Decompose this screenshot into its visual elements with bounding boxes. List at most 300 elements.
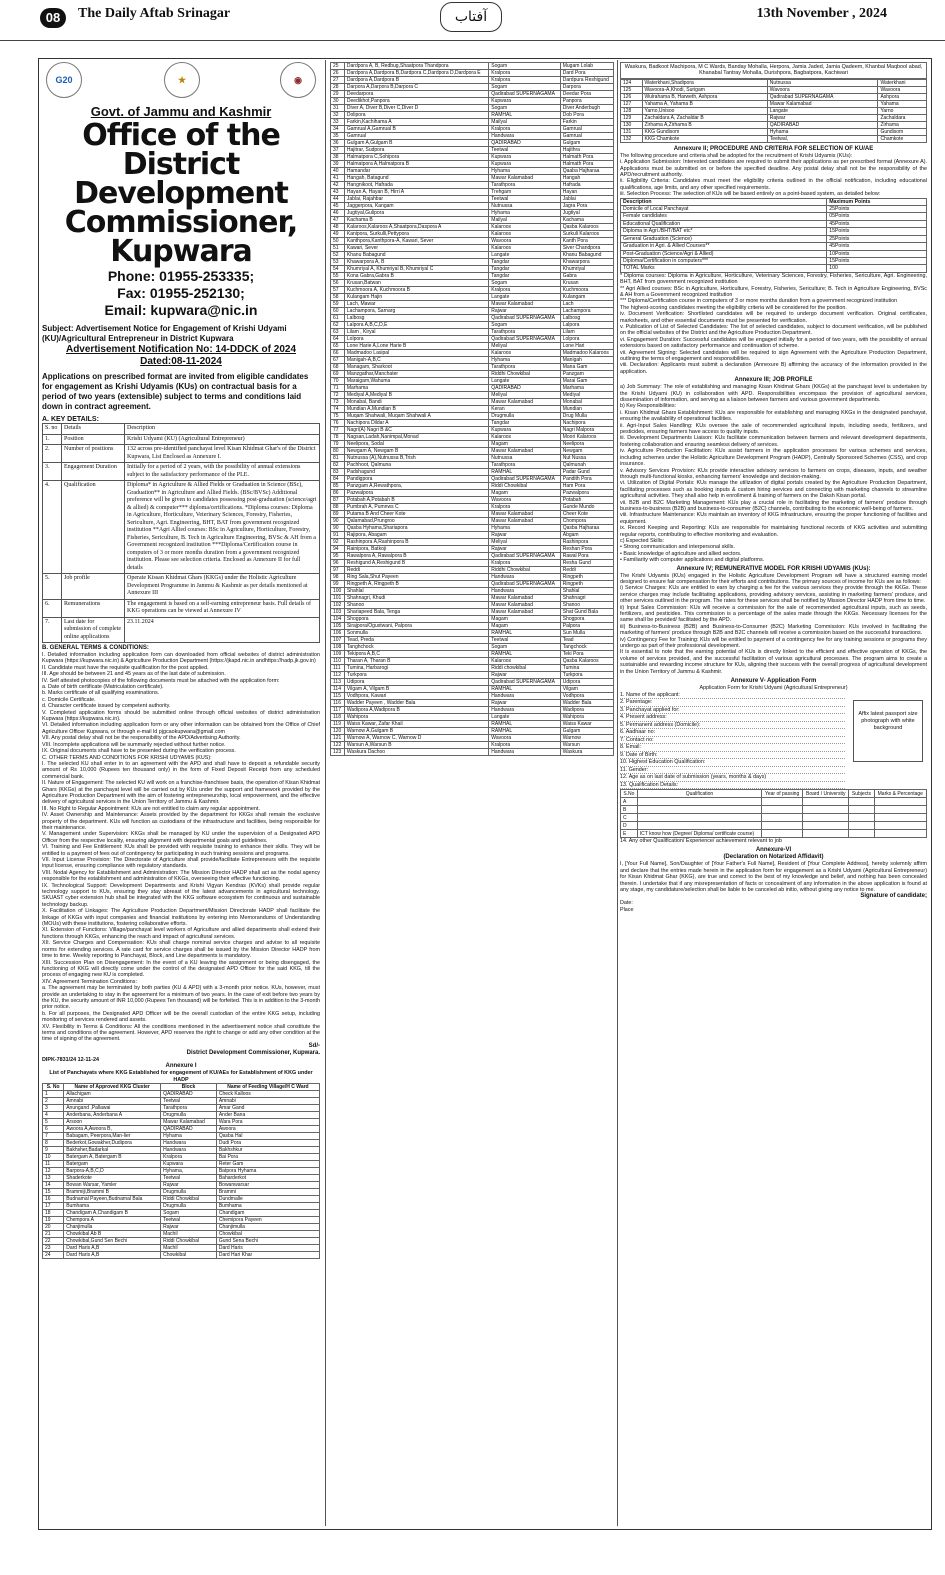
table-cell: Langate bbox=[489, 714, 560, 721]
table-row bbox=[43, 1119, 320, 1126]
table-cell: 29 bbox=[331, 91, 345, 98]
table-cell: Pachhoot, Qalmuna bbox=[344, 462, 488, 469]
table-cell: Rajwar bbox=[161, 1224, 217, 1231]
table-cell: 99 bbox=[331, 581, 345, 588]
term-item: IV. Asset Ownership and Maintenance: Assets provided by the department for KKGs shall remain the exclusive property of the department. KUs will function as custodians of the infrastructure and facilities, being responsible for their maintenance. bbox=[42, 812, 320, 831]
table-cell: Reshigund A,Reshigund B bbox=[344, 560, 488, 567]
table-row bbox=[331, 651, 614, 658]
qualification-cell bbox=[874, 798, 926, 806]
table-cell: Ringpeth bbox=[560, 581, 613, 588]
table-cell: Lach, Mawar bbox=[344, 301, 488, 308]
table-cell: Shahnagri, Khudi bbox=[344, 595, 488, 602]
table-cell: 78 bbox=[331, 434, 345, 441]
table-cell: Jugtiyal,Gulipora bbox=[344, 210, 488, 217]
table-row bbox=[331, 455, 614, 462]
table-cell: Shahlal bbox=[344, 588, 488, 595]
table-cell: Gamrual bbox=[560, 133, 613, 140]
table-cell: Mailyal bbox=[489, 119, 560, 126]
table-cell: Qasba Hal bbox=[216, 1133, 319, 1140]
table-cell: Qadirabad SUPERNAGAMA bbox=[489, 91, 560, 98]
table-cell: 90 bbox=[331, 518, 345, 525]
table-cell: 116 bbox=[331, 700, 345, 707]
table-cell: Mundian A,Mundian B bbox=[344, 406, 488, 413]
annexure-iii-title: Annexure III; JOB PROFILE bbox=[734, 377, 813, 384]
table-cell: Sogam bbox=[489, 644, 560, 651]
table-cell: Kuchmoora A, Kuchmoora B bbox=[344, 287, 488, 294]
table-row bbox=[331, 322, 614, 329]
table-row bbox=[331, 679, 614, 686]
table-cell: Shogpora bbox=[344, 616, 488, 623]
table-cell: 91 bbox=[331, 532, 345, 539]
table-cell: Abgam bbox=[560, 532, 613, 539]
table-cell: Kawari, Sever bbox=[344, 245, 488, 252]
table-row bbox=[331, 525, 614, 532]
qualification-cell bbox=[849, 798, 874, 806]
table-cell: Panzgam A,Rewathpora, bbox=[344, 483, 488, 490]
annexure-vi-subtitle: (Declaration on Notarized Affidavit) bbox=[723, 854, 824, 861]
table-cell: Handwara bbox=[161, 1147, 217, 1154]
form-field: 9. Date of Birth: bbox=[620, 752, 845, 760]
annex-note: vi. Engagement Duration: Successful candidates will be engaged initially for a period of two years, with the possibility of annual extensions based on satisfactory performance and continuation of scheme. bbox=[620, 336, 927, 350]
table-cell: Magam bbox=[489, 623, 560, 630]
table-cell: Wavoora bbox=[878, 86, 927, 93]
notice-column bbox=[42, 62, 320, 1524]
table-cell: Rajipora, Abagam bbox=[344, 532, 488, 539]
table-row bbox=[331, 462, 614, 469]
table-cell: Wahipora bbox=[560, 714, 613, 721]
table-cell: Lachampora bbox=[560, 308, 613, 315]
table-cell: Hyhama bbox=[161, 1133, 217, 1140]
qualification-cell bbox=[874, 814, 926, 822]
table-row bbox=[331, 497, 614, 504]
table-row bbox=[43, 1210, 320, 1217]
table-cell: Managam, Sharkoot bbox=[344, 364, 488, 371]
table-cell: Qadirabad SUPERNAGAMA bbox=[489, 553, 560, 560]
table-cell: Batergam A, Batergam B bbox=[64, 1154, 161, 1161]
term-item: V. Management under Supervision: KKGs shall be managed by KU under the supervision of a Designated APD Officer from the respective locality, ensuring alignment with departmental goals and guidelines. bbox=[42, 831, 320, 844]
table-row bbox=[331, 154, 614, 161]
table-cell: Warsun bbox=[560, 742, 613, 749]
annexure-vi-title: Annexure-VI bbox=[755, 847, 792, 854]
key-cell: Last date for submission of complete online applications bbox=[62, 617, 125, 643]
table-row bbox=[331, 147, 614, 154]
job-item: ii. Agri-Input Sales Handling: KUs oversee the sale of recommended agricultural inputs, including seeds, fertilizers, and pesticides, ensuring farmers have access to quality inputs. bbox=[620, 422, 927, 436]
table-cell: Handwara bbox=[161, 1140, 217, 1147]
table-cell: Mundian bbox=[560, 406, 613, 413]
table-row bbox=[331, 224, 614, 231]
table-cell: 53 bbox=[331, 259, 345, 266]
table-cell: 57 bbox=[331, 287, 345, 294]
table-row bbox=[331, 357, 614, 364]
table-cell: Padar Gund bbox=[560, 469, 613, 476]
table-row bbox=[331, 371, 614, 378]
table-cell: Bowan Warsar, Yamler bbox=[64, 1182, 161, 1189]
table-cell: Kralpora bbox=[489, 742, 560, 749]
criteria-row bbox=[621, 250, 927, 257]
table-cell: Manigah-A,B,C bbox=[344, 357, 488, 364]
jk-logo: ◉ bbox=[280, 62, 316, 98]
table-cell: Qadirabad SUPERNAGAMA bbox=[489, 476, 560, 483]
table-cell: 67 bbox=[331, 357, 345, 364]
criteria-cell: Female candidates bbox=[621, 213, 827, 220]
table-row bbox=[331, 665, 614, 672]
term-item: d. Character certificate issued by competent authority. bbox=[42, 703, 171, 710]
table-row bbox=[331, 735, 614, 742]
job-item: • Basic knowledge of agriculture and allied sectors. bbox=[620, 550, 742, 557]
table-row bbox=[331, 175, 614, 182]
table-row bbox=[331, 588, 614, 595]
table-cell: Tekipora A,B,C bbox=[344, 651, 488, 658]
job-item: b) Key Responsibilities: bbox=[620, 403, 677, 410]
table-cell: Rajwar bbox=[161, 1182, 217, 1189]
table-cell: Mawar Kalamabad bbox=[489, 399, 560, 406]
table-cell: Awoora A,Awoora B, bbox=[64, 1126, 161, 1133]
criteria-cell: 15Points bbox=[827, 228, 927, 235]
table-cell: Bumhama bbox=[216, 1203, 319, 1210]
table-cell: 69 bbox=[331, 371, 345, 378]
table-cell: 84 bbox=[331, 476, 345, 483]
table-row bbox=[331, 343, 614, 350]
term-item: I. The selected KU shall enter in to an agreement with the APD and shall have to deposit a refundable security amount of Rs 10,000 (Rupees ten thousand only) in the form of Fixed Deposit Receipt from any scheduled commercial bank. bbox=[42, 760, 320, 780]
table-cell: Wahipora bbox=[344, 714, 488, 721]
table-cell: Resha Gund bbox=[560, 560, 613, 567]
table-cell: Nutnussa bbox=[489, 455, 560, 462]
table-cell: Gabra bbox=[560, 273, 613, 280]
table-cell: Mawar Kalamabad bbox=[767, 100, 878, 107]
table-cell: Babagam, Peerpora,Man-lier bbox=[64, 1133, 161, 1140]
table-cell: Barpora-A,B,C,D bbox=[64, 1168, 161, 1175]
table-cell: Kachama B bbox=[344, 217, 488, 224]
table-cell: Hayan A, Hayan B, Hirri A bbox=[344, 189, 488, 196]
table-row bbox=[331, 168, 614, 175]
table-cell: Tanghchock bbox=[344, 644, 488, 651]
table-cell: Wavoora bbox=[489, 497, 560, 504]
table-cell: Arsoon bbox=[64, 1119, 161, 1126]
table-row bbox=[331, 518, 614, 525]
key-cell: Qualification bbox=[62, 481, 125, 574]
job-item: a) Job Summary: The role of establishing and managing Kisan Khidmat Ghars (KKGs) at the panchayat level is undertaken by the Krishi Udyami (KU) in collaboration with APD. Responsibilities encompass the provision of agricultural services, dissemination of information, and serving as a liaison between farmers and various government departments. bbox=[620, 384, 927, 404]
table-row bbox=[621, 107, 927, 114]
table-row bbox=[43, 1105, 320, 1112]
key-cell: Diploma* in Agriculture & Allied Fields or Graduation in Science (BSc), Graduation** in Agriculture and Allied Fields. (BSc/BVSc) Additional preference will be given to candidates possessing post-graduation (science/agri & allied) & computer*** diploma/certifications. *Diploma courses: Diploma in Agriculture, Horticulture, Veterinary Sciences, Forestry, Fisheries, Sericulture, Agri. Engineering, BHT, BAT from government recognized institution **Agri Allied courses: BSc in Agriculture, Horticulture, Forestry, Fisheries, Sericulture, B. Tech in Agriculture Engineering, BVSc & AH from a Government recognized institution ***Diploma/Certification course in computers of 3 or more months duration from a government recognized institution. Please see selection criteria. Enclosed as Annexure II for full details bbox=[125, 481, 320, 574]
signature-label: Signature of candidate; bbox=[860, 893, 927, 900]
table-cell: Mawar Kalamabad bbox=[489, 511, 560, 518]
table-cell: Mana Gam bbox=[560, 364, 613, 371]
col-header: Maximum Points bbox=[827, 198, 927, 205]
qualification-cell: ICT know how (Degree/ Diploma/ certificate course) bbox=[637, 830, 761, 838]
table-cell: 14 bbox=[43, 1182, 64, 1189]
table-cell: Drugmulla bbox=[161, 1203, 217, 1210]
term-item: VIII. Nodal Agency for Establishment and Administration: The Mission Director HADP shall act as the nodal agency responsible for the establishment and administration of KKGs, overseeing their effective functioning. bbox=[42, 869, 320, 883]
table-cell: 87 bbox=[331, 497, 345, 504]
table-cell: Sogam bbox=[489, 84, 560, 91]
table-cell: Lolpora bbox=[344, 336, 488, 343]
table-cell: 32 bbox=[331, 112, 345, 119]
table-cell: Rashinpora bbox=[560, 539, 613, 546]
table-cell: Newgam A, Newgam B bbox=[344, 448, 488, 455]
table-cell: Chowkibal Ab B bbox=[64, 1231, 161, 1238]
table-cell: 121 bbox=[331, 735, 345, 742]
table-cell: Khumriyal bbox=[560, 266, 613, 273]
table-cell: 12 bbox=[43, 1168, 64, 1175]
criteria-cell: TOTAL Marks bbox=[621, 265, 827, 272]
table-cell: Marai Gam bbox=[560, 378, 613, 385]
table-cell: Qasba Kalaroos bbox=[560, 224, 613, 231]
table-cell: Awoora bbox=[216, 1126, 319, 1133]
table-cell: Chamkote bbox=[878, 135, 927, 142]
table-cell: Reddi bbox=[560, 567, 613, 574]
table-cell: Kupwara bbox=[161, 1161, 217, 1168]
table-cell: Moori Kalaroos bbox=[560, 434, 613, 441]
term-item: VII. Any postal delay shall not be the responsibility of the APD/Advertising Authority. bbox=[42, 735, 241, 742]
table-cell: Cheer Kote bbox=[560, 511, 613, 518]
table-cell: Siver Chandpora bbox=[560, 245, 613, 252]
table-cell: 89 bbox=[331, 511, 345, 518]
table-cell: Deedar Pora bbox=[560, 91, 613, 98]
table-cell: Teetwal, bbox=[767, 135, 878, 142]
table-row bbox=[331, 469, 614, 476]
table-cell: 126 bbox=[621, 93, 643, 100]
table-row bbox=[331, 441, 614, 448]
table-cell: 33 bbox=[331, 119, 345, 126]
table-cell: Sogam bbox=[489, 322, 560, 329]
form-field: 5. Permanent address (Domicile): bbox=[620, 722, 845, 730]
table-cell: KKG Chamkote bbox=[642, 135, 767, 142]
table-cell: Waterkhani bbox=[878, 79, 927, 86]
table-cell: Riddhi Chowkibal bbox=[489, 567, 560, 574]
photo-box: Affix latest passport size photograph with white background bbox=[853, 700, 923, 762]
annex-note: v. Publication of List of Selected Candidates: The list of selected candidates, subject to document verification, will be published on the official websites of the District and the Agriculture Production Department. bbox=[620, 323, 927, 337]
col-header: S. No bbox=[43, 1084, 64, 1091]
qualification-cell bbox=[849, 806, 874, 814]
table-cell: Chanjimulla bbox=[64, 1224, 161, 1231]
table-cell: QADIRABAD bbox=[161, 1126, 217, 1133]
table-cell: QADIRABAD bbox=[767, 121, 878, 128]
table-cell: Sonmulla bbox=[344, 630, 488, 637]
income-item: ii) Input Sales Commission: KUs will receive a commission for the sale of recommended agricultural inputs, such as seeds, fertilizers, and pesticides. This commission is a percentage of the sales made through the KKGs. Necessary licenses for the same shall be provided/ facilitated by the APD. bbox=[620, 604, 927, 624]
table-cell: 26 bbox=[331, 70, 345, 77]
table-cell: Kanipora, Surkulli,Pettypora bbox=[344, 231, 488, 238]
table-cell: Langate bbox=[767, 107, 878, 114]
key-cell: 23.11.2024 bbox=[125, 617, 320, 643]
table-cell: Teetwal bbox=[161, 1175, 217, 1182]
table-cell: Mugam Lolab bbox=[560, 63, 613, 70]
qualification-row bbox=[621, 830, 927, 838]
table-cell: Dob Pora bbox=[560, 112, 613, 119]
criteria-cell: 45Points bbox=[827, 220, 927, 227]
row-label: D bbox=[621, 822, 638, 830]
table-cell: Sogam bbox=[489, 280, 560, 287]
row-label: E bbox=[621, 830, 638, 838]
table-cell: Kona Gabra,Gabra B bbox=[344, 273, 488, 280]
table-cell: Ham Pora bbox=[560, 483, 613, 490]
table-cell: Nachipora bbox=[560, 420, 613, 427]
table-cell: Warnow A, Warnow C, Warnow D bbox=[344, 735, 488, 742]
table-cell: Kupwara bbox=[489, 161, 560, 168]
table-cell: Neelipora bbox=[560, 441, 613, 448]
table-cell: 79 bbox=[331, 441, 345, 448]
table-cell: 22 bbox=[43, 1238, 64, 1245]
qualification-cell bbox=[803, 822, 849, 830]
table-row bbox=[331, 105, 614, 112]
table-cell: Mawar Kalamabad bbox=[489, 518, 560, 525]
govt-title: Govt. of Jammu and Kashmir bbox=[90, 104, 272, 119]
row-label: B bbox=[621, 806, 638, 814]
table-row bbox=[331, 476, 614, 483]
table-cell: Tharan A, Tharan B bbox=[344, 658, 488, 665]
table-row bbox=[43, 1098, 320, 1105]
table-cell: 103 bbox=[331, 609, 345, 616]
table-cell: Handwara bbox=[489, 588, 560, 595]
place-label: Place bbox=[620, 906, 634, 913]
issue-date: 13th November , 2024 bbox=[756, 6, 887, 21]
criteria-cell: Diploma/Certification in computers*** bbox=[621, 257, 827, 264]
table-cell: 43 bbox=[331, 189, 345, 196]
table-cell: Amar Gand bbox=[216, 1105, 319, 1112]
table-cell: Potabah bbox=[560, 497, 613, 504]
table-cell: Nutnussa bbox=[489, 203, 560, 210]
ward-list: Waskura, Badkoot Machipora, M C Wards, Banday Mohalla, Herpora, Jamia Jaded, Jamia Qadeem, Khanbal Maqbool abad, Khanabal Tantray Mohalla, Durishpora, Bagbatpora, Kachiwari bbox=[620, 62, 927, 79]
table-cell: 44 bbox=[331, 196, 345, 203]
annex-note: vii. Agreement Signing: Selected candidates will be required to sign Agreement with the Agriculture Production Department, outlining the terms of engagement and responsibilities. bbox=[620, 349, 927, 362]
form-field: 3. Panchayat applied for: bbox=[620, 707, 845, 715]
table-cell: Mediyal bbox=[560, 392, 613, 399]
table-cell: Manigah bbox=[560, 357, 613, 364]
table-cell: 4 bbox=[43, 1112, 64, 1119]
table-cell: Kupwara bbox=[489, 98, 560, 105]
table-cell: Maraigam,Wahuma bbox=[344, 378, 488, 385]
table-cell: Kulangam Hajin bbox=[344, 294, 488, 301]
table-cell: Qadirabad SUPERNAGAMA bbox=[489, 336, 560, 343]
job-item: i. Kisan Khidmat Ghars Establishment: KUs are responsible for establishing and managing KKGs in the designated panchayat, ensuring the availability of operational facilities. bbox=[620, 409, 927, 423]
table-row bbox=[43, 1196, 320, 1203]
table-cell: Waskura Dachoo bbox=[344, 749, 488, 756]
term-item: a. Date of birth certificate (Matriculation certificate). bbox=[42, 684, 164, 691]
table-cell: 60 bbox=[331, 308, 345, 315]
table-cell: Nut Nussa bbox=[560, 455, 613, 462]
table-cell: Meliyal bbox=[489, 392, 560, 399]
table-cell: 42 bbox=[331, 182, 345, 189]
annexure-iii-items bbox=[620, 384, 927, 563]
form-field: 6. Aadhaar no: bbox=[620, 729, 845, 737]
table-cell: Monabal, Bandi bbox=[344, 399, 488, 406]
table-cell: Putama B And Cheer Kote bbox=[344, 511, 488, 518]
table-cell: Rainipora, Batkoji bbox=[344, 546, 488, 553]
email: Email: kupwara@nic.in bbox=[104, 302, 258, 318]
qualification-row bbox=[621, 814, 927, 822]
table-cell: Kupwara bbox=[489, 427, 560, 434]
criteria-cell: 100 bbox=[827, 265, 927, 272]
table-cell: 41 bbox=[331, 175, 345, 182]
annexure-ii-title: Annexure II; PROCEDURE AND CRITERIA FOR SELECTION OF KU/AE bbox=[673, 145, 874, 152]
qualification-cell bbox=[637, 806, 761, 814]
masthead-logo: آفتاب bbox=[440, 2, 502, 32]
col-header: S.No bbox=[621, 790, 638, 798]
table-cell: Hyhama bbox=[767, 128, 878, 135]
table-cell: 1 bbox=[43, 1091, 64, 1098]
table-cell: 107 bbox=[331, 637, 345, 644]
table-cell: Pandigpora bbox=[344, 476, 488, 483]
date-label: Date: bbox=[620, 900, 633, 907]
form-field: 8. Email: bbox=[620, 744, 845, 752]
qualification-row bbox=[621, 798, 927, 806]
table-cell: 36 bbox=[331, 140, 345, 147]
table-cell: Rashinpora A,Rashinpora B bbox=[344, 539, 488, 546]
table-row bbox=[43, 1224, 320, 1231]
table-cell: Nutnussa (A),Nutnussa B,Trish bbox=[344, 455, 488, 462]
table-cell: 62 bbox=[331, 322, 345, 329]
table-cell: Tarathpora bbox=[489, 364, 560, 371]
table-cell: KKG Gundisom bbox=[642, 128, 767, 135]
table-cell: 16 bbox=[43, 1196, 64, 1203]
table-cell: 7 bbox=[43, 1133, 64, 1140]
job-item: c) Expected Skills: bbox=[620, 537, 665, 544]
table-row bbox=[331, 126, 614, 133]
annexure-v-title: Annexure V- Application Form bbox=[730, 678, 817, 685]
emblem-logo: ★ bbox=[164, 62, 200, 98]
terms-list bbox=[42, 652, 320, 1043]
criteria-cell: 25Points bbox=[827, 206, 927, 213]
table-cell: 86 bbox=[331, 490, 345, 497]
table-cell: 71 bbox=[331, 385, 345, 392]
table-cell: Riddi Chowkibal bbox=[489, 483, 560, 490]
table-cell: Krusan bbox=[560, 280, 613, 287]
form-field: 7. Contact no: bbox=[620, 737, 845, 745]
table-row bbox=[43, 1112, 320, 1119]
table-row bbox=[331, 336, 614, 343]
table-cell: Reddi bbox=[344, 567, 488, 574]
newspaper-header bbox=[0, 0, 945, 41]
table-cell: Panzgam bbox=[560, 371, 613, 378]
table-cell: Jugtiyal bbox=[560, 210, 613, 217]
table-cell: 129 bbox=[621, 114, 643, 121]
table-row bbox=[331, 231, 614, 238]
table-cell: Marhama bbox=[560, 385, 613, 392]
criteria-row bbox=[621, 206, 927, 213]
table-cell: Gund Sena Bechi bbox=[216, 1238, 319, 1245]
key-cell: 7. bbox=[43, 617, 62, 643]
annexures-column bbox=[620, 62, 927, 1524]
table-cell: Potabah A,Potabah B bbox=[344, 497, 488, 504]
col-header: S. no bbox=[43, 424, 62, 435]
table-cell: 46 bbox=[331, 210, 345, 217]
row-label: C bbox=[621, 814, 638, 822]
panchayat-table-b bbox=[330, 62, 614, 756]
table-cell: Bumhama bbox=[64, 1203, 161, 1210]
col-header: Description bbox=[125, 424, 320, 435]
key-row bbox=[43, 445, 320, 463]
table-cell: RAMHAL bbox=[489, 686, 560, 693]
table-cell: Hajithra bbox=[560, 147, 613, 154]
table-cell: 11 bbox=[43, 1161, 64, 1168]
table-cell: Dard Hari Khar bbox=[216, 1252, 319, 1259]
table-cell: Hyhama bbox=[489, 210, 560, 217]
table-cell: 9 bbox=[43, 1147, 64, 1154]
table-row bbox=[331, 119, 614, 126]
table-cell: Halmath Pora bbox=[560, 161, 613, 168]
key-cell: Number of positions bbox=[62, 445, 125, 463]
table-row bbox=[331, 427, 614, 434]
key-cell: 1. bbox=[43, 434, 62, 445]
table-cell: 70 bbox=[331, 378, 345, 385]
panchayat-table-a bbox=[42, 1083, 320, 1259]
qualification-cell bbox=[849, 814, 874, 822]
qualification-cell bbox=[762, 814, 803, 822]
table-cell: Bowanwarsar bbox=[216, 1182, 319, 1189]
table-cell: 37 bbox=[331, 147, 345, 154]
qualification-cell bbox=[849, 830, 874, 838]
table-cell: Gamrual A,Gamrual B bbox=[344, 126, 488, 133]
